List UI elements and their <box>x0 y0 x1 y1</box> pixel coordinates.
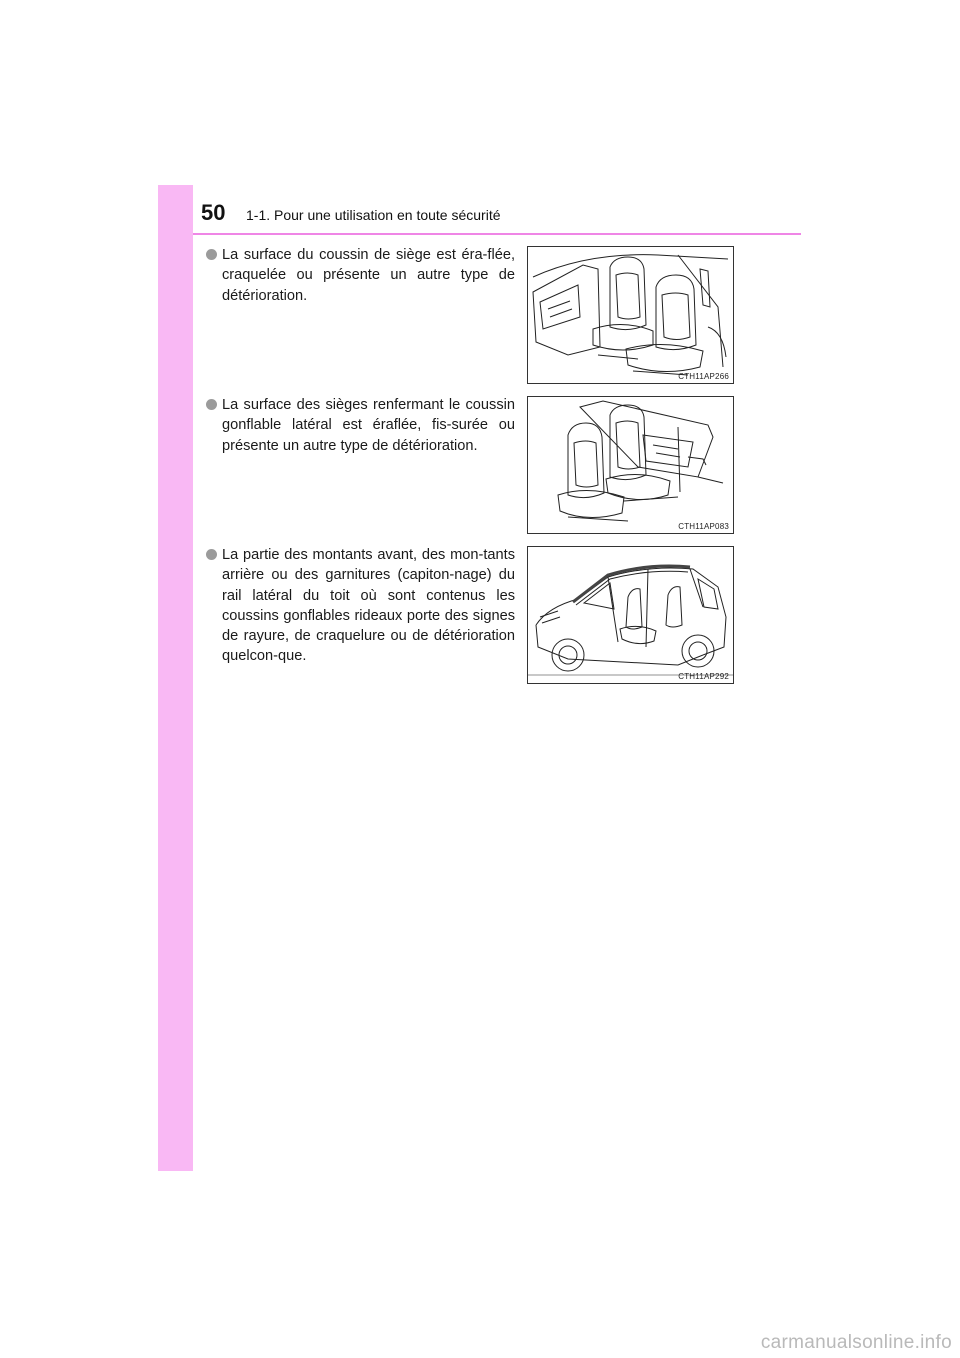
list-item <box>222 245 515 306</box>
bullet-icon <box>206 399 217 410</box>
list-item <box>222 395 515 456</box>
watermark: carmanualsonline.info <box>760 1332 952 1353</box>
figure-code: CTH11AP083 <box>678 522 729 531</box>
figure-side-seats <box>527 396 734 534</box>
header-divider <box>193 233 801 235</box>
item-text: La surface du coussin de siège est éra-flée, craquelée ou présente un autre type de détérioration. <box>222 247 515 304</box>
page-number: 50 <box>201 200 226 225</box>
car-body-illustration-icon <box>528 547 733 683</box>
item-text: La surface des sièges renfermant le coussin gonflable latéral est éraflée, fis-surée ou présente un autre type de détérioration. <box>222 397 515 454</box>
figure-car-body <box>527 546 734 684</box>
front-seats-illustration-icon <box>528 247 733 383</box>
item-text: La partie des montants avant, des mon-tants arrière ou des garnitures (capiton-nage) du rail latéral du toit où sont contenus les coussins gonflables rideaux porte des signes de rayure, de craquelure ou de détérioration quelcon-que. <box>222 547 515 665</box>
chapter-side-band <box>158 185 193 1171</box>
list-item <box>222 545 515 667</box>
figure-code: CTH11AP292 <box>678 672 729 681</box>
bullet-icon <box>206 249 217 260</box>
figure-code: CTH11AP266 <box>678 372 729 381</box>
figure-front-seats <box>527 246 734 384</box>
bullet-icon <box>206 549 217 560</box>
chapter-title: 1-1. Pour une utilisation en toute sécurité <box>246 207 501 223</box>
side-seats-illustration-icon <box>528 397 733 533</box>
